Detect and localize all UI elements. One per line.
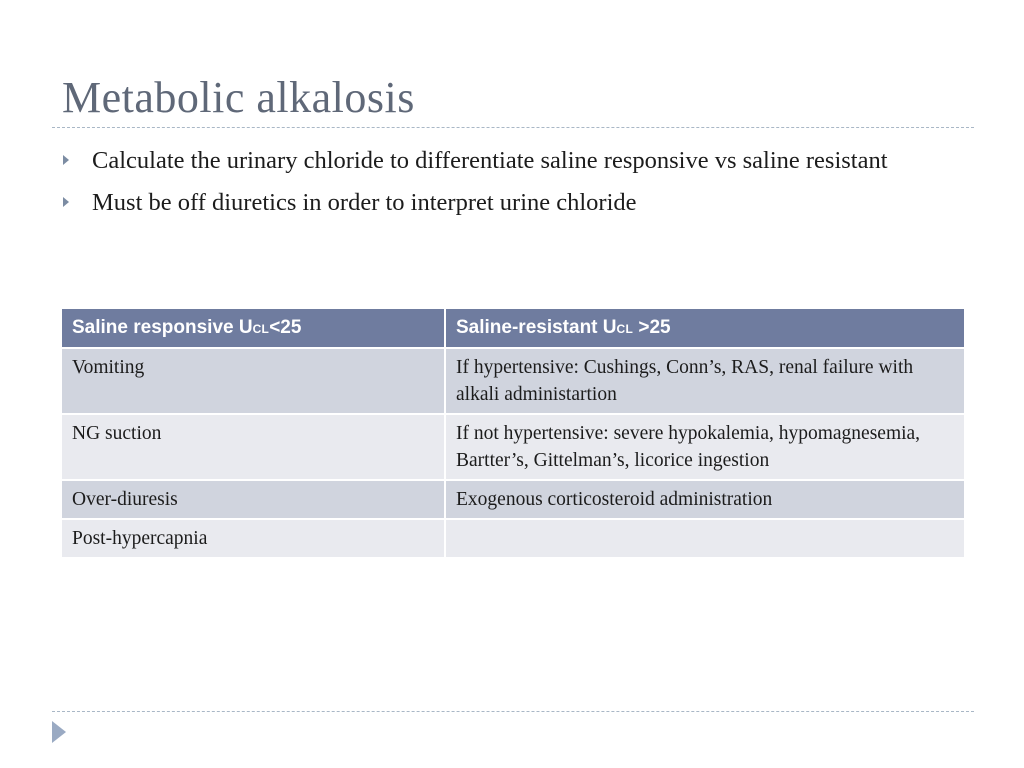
bullet-list — [62, 144, 962, 228]
header-text: >25 — [633, 317, 671, 338]
header-text: Saline responsive U — [72, 317, 253, 338]
bullet-text: Calculate the urinary chloride to differentiate saline responsive vs saline resistant — [92, 147, 888, 174]
table-cell: NG suction — [61, 414, 445, 480]
table-row — [61, 519, 965, 558]
header-text: <25 — [269, 317, 302, 338]
bullet-item — [62, 186, 962, 219]
table-cell: Exogenous corticosteroid administration — [445, 480, 965, 519]
table-row — [61, 414, 965, 480]
table-cell: If hypertensive: Cushings, Conn’s, RAS, renal failure with alkali administartion — [445, 348, 965, 414]
header-saline-resistant — [445, 308, 965, 348]
play-arrow-icon[interactable] — [52, 721, 66, 743]
slide-title: Metabolic alkalosis — [62, 73, 415, 122]
header-subscript: CL — [252, 322, 270, 336]
bullet-text: Must be off diuretics in order to interpret urine chloride — [92, 189, 637, 216]
table-cell — [445, 519, 965, 558]
table-cell: If not hypertensive: severe hypokalemia, hypomagnesemia, Bartter’s, Gittelman’s, licorice ingestion — [445, 414, 965, 480]
bullet-item — [62, 144, 962, 177]
table-row — [61, 348, 965, 414]
table-cell: Post-hypercapnia — [61, 519, 445, 558]
table-row — [61, 480, 965, 519]
header-text: Saline-resistant U — [456, 317, 617, 338]
triangle-right-icon — [63, 197, 69, 207]
footer-divider — [52, 711, 974, 712]
title-divider — [52, 127, 974, 128]
triangle-right-icon — [63, 155, 69, 165]
header-subscript: CL — [616, 322, 634, 336]
table-header-row — [61, 308, 965, 348]
header-saline-responsive — [61, 308, 445, 348]
alkalosis-table — [60, 307, 966, 559]
table-cell: Over-diuresis — [61, 480, 445, 519]
table-cell: Vomiting — [61, 348, 445, 414]
